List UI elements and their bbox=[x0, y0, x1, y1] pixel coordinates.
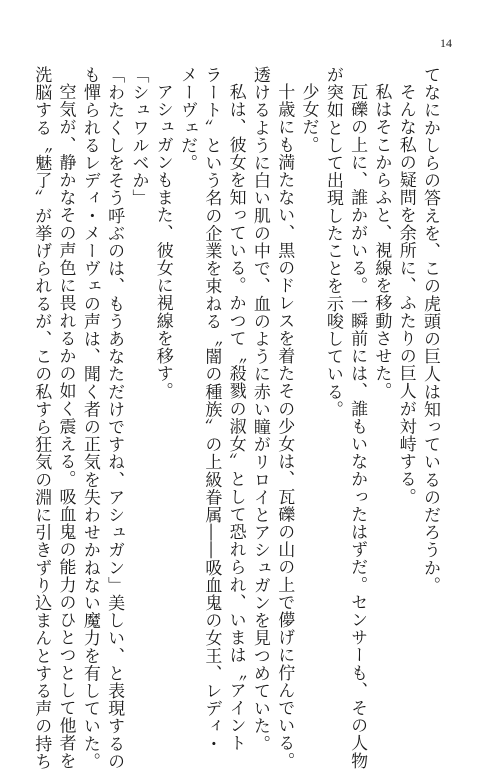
text-line-4: 瓦礫の上に、誰かがいる。一瞬前には、誰もいなかったはずだ。センサーも、その人物 bbox=[347, 83, 368, 770]
text-line-15: も憚られるレディ・メーヴェの声は、聞く者の正気を失わせかねない魔力を有していた。 bbox=[79, 66, 100, 770]
text-line-10: ラート〟という名の企業を束ねる〝闇の種族〟の上級眷属――吸血鬼の女王、レディ・ bbox=[201, 66, 222, 753]
text-line-14: 「わたくしをそう呼ぶのは、もうあなただけですね、アシュガン」美しい、と表現するの bbox=[104, 66, 125, 770]
text-line-11: メーヴェだ。 bbox=[177, 66, 198, 172]
text-line-6: 少女だ。 bbox=[298, 83, 319, 154]
text-line-1: てなにかしらの答えを、この虎頭の巨人は知っているのだろうか。 bbox=[420, 66, 440, 594]
text-line-2: そんな私の疑問を余所に、ふたりの巨人が対峙する。 bbox=[395, 83, 416, 506]
text-line-12: アシュガンもまた、彼女に視線を移す。 bbox=[152, 83, 173, 400]
text-line-8: 透けるように白い肌の中で、血のように赤い瞳がリロイとアシュガンを見つめていた。 bbox=[249, 66, 270, 753]
text-line-9: 私は、彼女を知っている。かつて〝殺戮の淑女〟として恐れられ、いまは〝アイント bbox=[225, 83, 246, 752]
page-number: 14 bbox=[440, 36, 452, 50]
text-line-5: が突如として出現したことを示唆している。 bbox=[322, 66, 343, 418]
text-line-17: 洗脳する〝魅了〟が挙げられるが、この私すら狂気の淵に引きずり込まんとする声の持ち bbox=[31, 66, 52, 770]
text-line-13: 「シュワルベか」 bbox=[128, 66, 149, 207]
text-line-16: 空気が、静かなその声色に畏れるかの如く震える。吸血鬼の能力のひとつとして他者を bbox=[55, 83, 76, 770]
body-text bbox=[31, 66, 442, 770]
text-line-7: 十歳にも満たない、黒のドレスを着たその少女は、瓦礫の山の上で儚げに佇んでいる。 bbox=[274, 83, 295, 770]
text-line-3: 私はそこからふと、視線を移動させた。 bbox=[371, 83, 392, 400]
